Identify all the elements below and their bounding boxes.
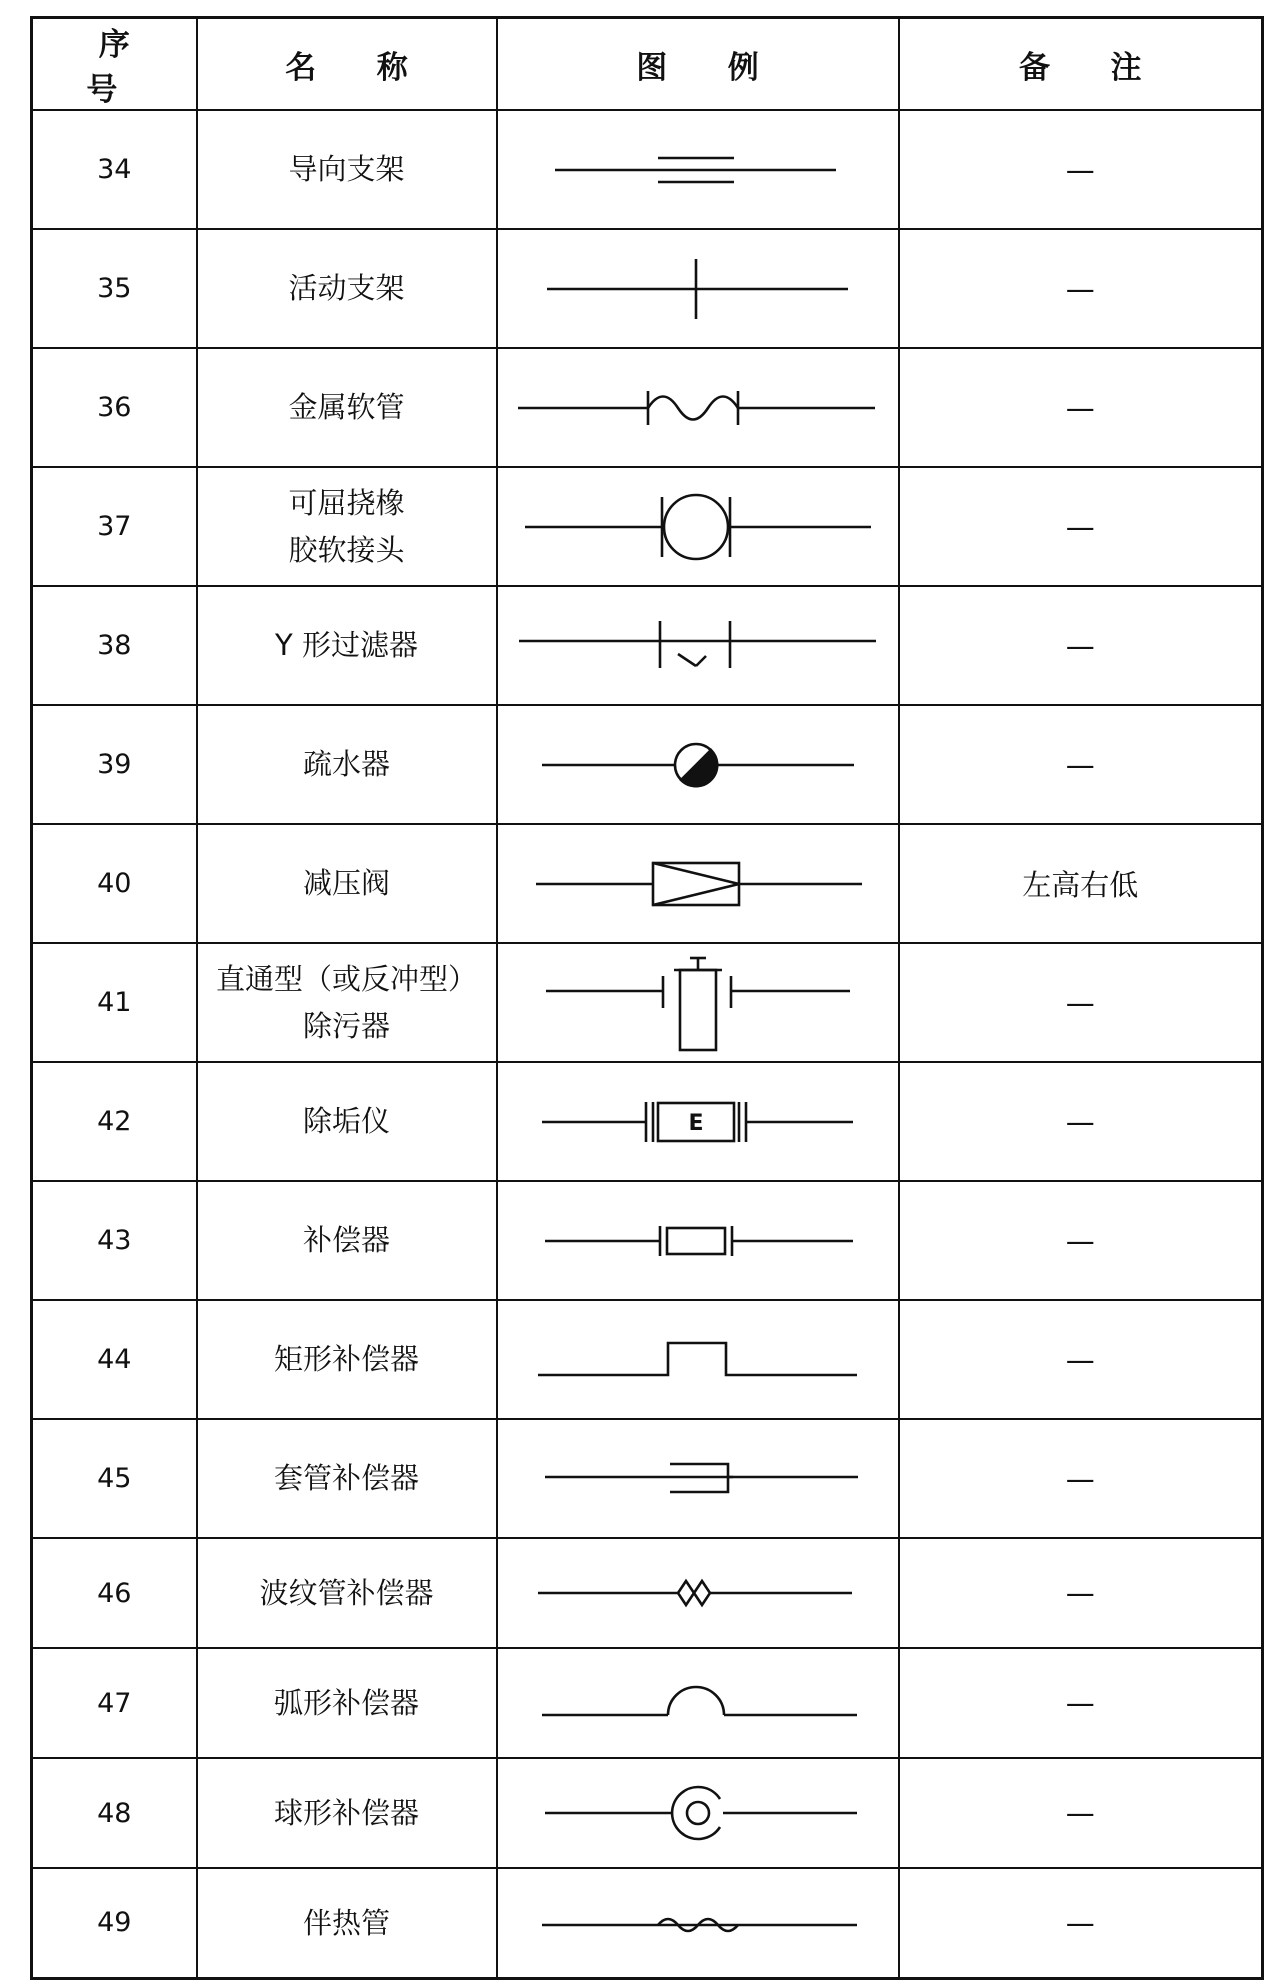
row-remark: — [899,229,1263,348]
row-name-line: 金属软管 [288,390,405,425]
compensator-symbol [498,1206,898,1276]
row-name-line: Y 形过滤器 [275,628,418,663]
row-name-line: 除污器 [302,1008,390,1043]
table-row [32,467,1263,586]
row-remark: — [899,1181,1263,1300]
metal-hose-symbol [498,373,898,443]
table-row [32,348,1263,467]
rubber-joint-symbol [498,477,898,577]
row-name-line: 胶软接头 [288,532,405,567]
row-remark: — [899,1419,1263,1538]
row-index: 38 [32,586,197,705]
row-index: 44 [32,1300,197,1419]
sleeve-compensator-symbol [498,1444,898,1514]
row-name-line: 矩形补偿器 [273,1342,419,1377]
row-name [197,110,497,229]
row-remark: — [899,1300,1263,1419]
row-index: 34 [32,110,197,229]
row-name-line: 球形补偿器 [273,1795,419,1830]
row-name [197,705,497,824]
row-name [197,1181,497,1300]
row-name-line: 补偿器 [302,1223,390,1258]
row-name-line: 活动支架 [288,271,405,306]
row-index: 37 [32,467,197,586]
row-name [197,586,497,705]
row-index: 48 [32,1758,197,1868]
header-index: 序 号 [32,18,197,111]
steam-trap-symbol [498,730,898,800]
row-name [197,1419,497,1538]
table-row [32,586,1263,705]
header-remark: 备 注 [899,18,1263,111]
arc-compensator-symbol [498,1673,898,1733]
heat-tracing-pipe-symbol [498,1893,898,1953]
row-name [197,1300,497,1419]
guide-support-symbol [498,140,898,200]
row-remark: — [899,110,1263,229]
row-remark: — [899,586,1263,705]
row-name-line: 除垢仪 [302,1104,390,1139]
row-name-line: 弧形补偿器 [273,1685,419,1720]
table-row [32,1300,1263,1419]
row-name [197,824,497,943]
row-remark: — [899,705,1263,824]
row-name-line: 直通型（或反冲型） [215,962,477,997]
row-index: 39 [32,705,197,824]
row-index: 43 [32,1181,197,1300]
row-name [197,1062,497,1181]
y-strainer-symbol [498,606,898,686]
header-legend: 图 例 [497,18,899,111]
table-row [32,1419,1263,1538]
table-row [32,943,1263,1062]
table-row [32,1538,1263,1648]
row-index: 46 [32,1538,197,1648]
row-index: 40 [32,824,197,943]
table-row [32,705,1263,824]
row-name [197,1758,497,1868]
row-index: 45 [32,1419,197,1538]
row-legend [497,1300,899,1419]
row-legend [497,110,899,229]
row-remark: — [899,467,1263,586]
row-legend [497,1758,899,1868]
row-remark: — [899,1758,1263,1868]
row-remark: 左高右低 [899,824,1263,943]
row-name [197,943,497,1062]
row-remark: — [899,348,1263,467]
row-name [197,1648,497,1758]
row-name-line: 套管补偿器 [273,1461,419,1496]
row-index: 49 [32,1868,197,1978]
header-row [32,18,1263,111]
table-row [32,229,1263,348]
table-row [32,1181,1263,1300]
row-legend [497,1181,899,1300]
row-name [197,229,497,348]
row-legend [497,1538,899,1648]
table-row [32,824,1263,943]
ball-compensator-symbol [498,1773,898,1853]
row-remark: — [899,1868,1263,1978]
row-name-line: 疏水器 [302,747,390,782]
dirt-separator-symbol [498,948,898,1058]
symbol-table [30,16,1264,1980]
descaler-label: E [687,1110,704,1136]
row-legend [497,229,899,348]
row-name [197,348,497,467]
row-index: 41 [32,943,197,1062]
row-legend [497,586,899,705]
row-legend [497,1419,899,1538]
row-name [197,467,497,586]
table-row [32,1758,1263,1868]
row-legend [497,467,899,586]
row-remark: — [899,1648,1263,1758]
bellows-compensator-symbol [498,1563,898,1623]
row-index: 47 [32,1648,197,1758]
row-remark: — [899,1538,1263,1648]
row-legend [497,943,899,1062]
row-name-line: 波纹管补偿器 [259,1575,434,1610]
row-remark: — [899,943,1263,1062]
row-legend [497,348,899,467]
pressure-reducing-valve-symbol [498,849,898,919]
row-index: 42 [32,1062,197,1181]
table-row [32,1062,1263,1181]
row-index: 36 [32,348,197,467]
table-row [32,110,1263,229]
row-legend [497,1648,899,1758]
table-row [32,1648,1263,1758]
row-name-line: 伴热管 [302,1905,390,1940]
descaler-symbol [498,1087,898,1157]
row-legend [497,824,899,943]
row-index: 35 [32,229,197,348]
row-name [197,1538,497,1648]
row-legend [497,1062,899,1181]
sliding-support-symbol [498,254,898,324]
row-legend [497,705,899,824]
row-remark: — [899,1062,1263,1181]
row-name-line: 导向支架 [288,152,405,187]
header-name: 名 称 [197,18,497,111]
rectangular-compensator-symbol [498,1325,898,1395]
row-name-line: 减压阀 [302,866,390,901]
row-name-line: 可屈挠橡 [288,486,405,521]
